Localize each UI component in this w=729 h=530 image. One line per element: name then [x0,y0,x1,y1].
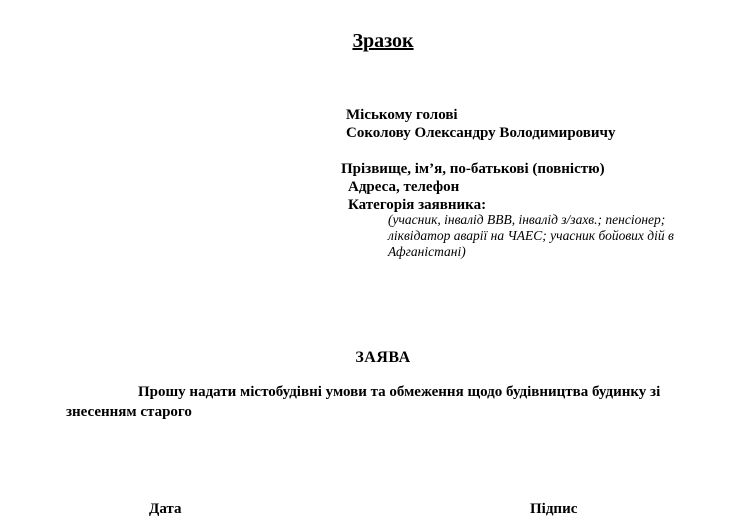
applicant-name-label: Прізвище, ім’я, по-батькові (повністю) [341,161,605,177]
application-heading: ЗАЯВА [355,349,411,366]
date-label: Дата [149,501,182,517]
body-text-line: знесенням старого [66,403,192,420]
addressee-name: Соколову Олександру Володимировичу [346,125,616,141]
addressee-block [341,106,674,260]
document-title: Зразок [352,30,414,52]
application-body [66,383,700,422]
category-note-line: (учасник, інвалід ВВВ, інвалід з/захв.; пенсіонер; [388,212,666,227]
category-note-line: Афганістані) [388,244,466,259]
spacer [341,142,674,160]
applicant-address-label: Адреса, телефон [348,179,460,195]
category-note [388,212,674,260]
signature-label: Підпис [530,501,578,517]
addressee-position: Міському голові [346,107,458,123]
applicant-category-label: Категорія заявника: [348,197,487,213]
category-note-line: ліквідатор аварії на ЧАЕС; учасник бойових дій в [388,228,674,243]
body-text-line: Прошу надати містобудівні умови та обмеження щодо будівництва будинку зі [138,384,661,400]
